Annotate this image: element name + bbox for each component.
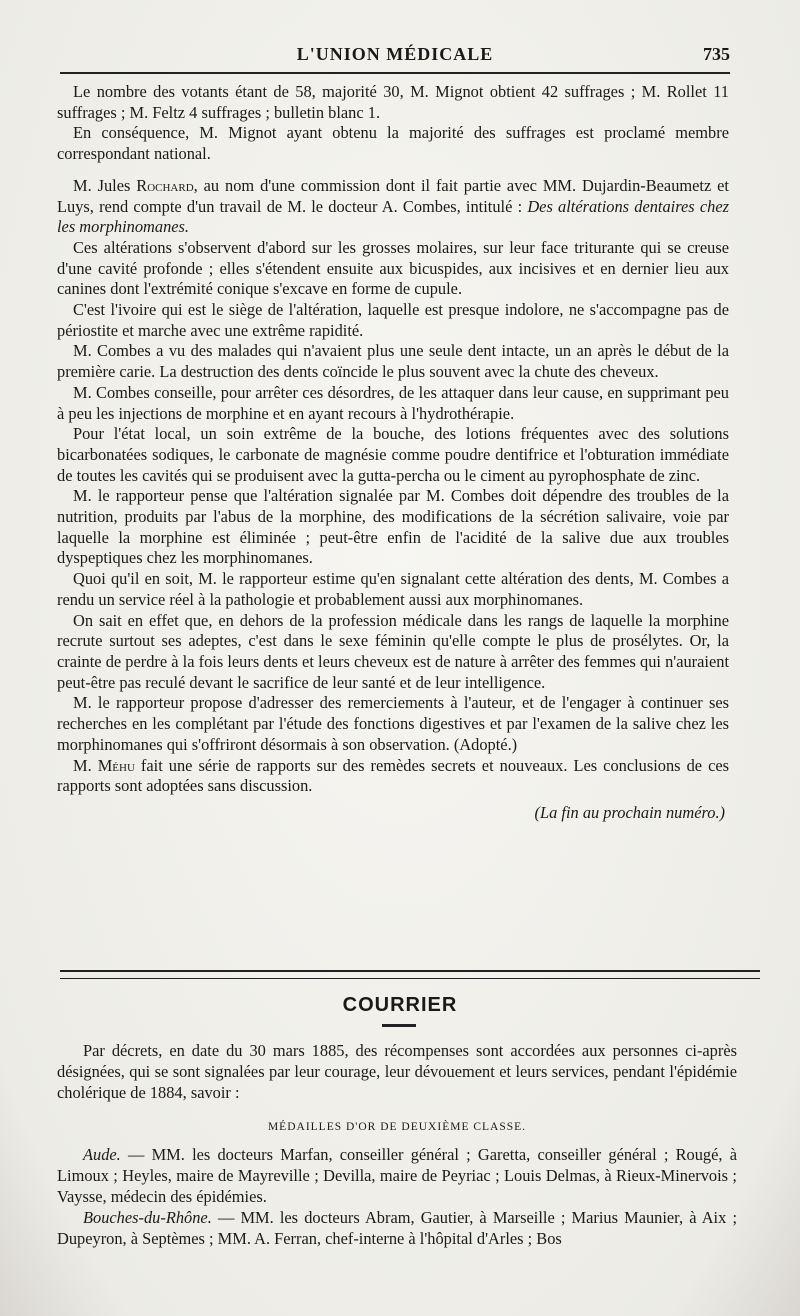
paragraph-rapporteur-estimate: Quoi qu'il en soit, M. le rapporteur estime qu'en signalant cette altération des dents, M. Combes a rendu un service réel à la pathologie et probablement aussi aux morphinomanes. [57, 569, 729, 609]
department-label-aude: Aude. [83, 1145, 121, 1164]
paragraph-combes-advice: M. Combes conseille, pour arrêter ces désordres, de les attaquer dans leur cause, en supprimant peu à peu les injections de morphine et en ayant recours à l'hydrothérapie. [57, 382, 729, 423]
courrier-body [57, 1040, 737, 1249]
text-fragment: — MM. les docteurs Marfan, conseiller général ; Garetta, conseiller général ; Rougé, à Limoux ; Heyles, maire de Mayreville ; Devilla, maire de Peyriac ; Louis Delmas, à Rieux-Minervois ; Vaysse, médecin des épidémies. [57, 1145, 737, 1206]
paragraph-combes-observed: M. Combes a vu des malades qui n'avaient plus une seule dent intacte, un an après le début de la première carie. La destruction des dents coïncide le plus souvent avec la chute des cheveux. [57, 341, 729, 382]
header-rule [60, 72, 730, 74]
work-title: Des altérations dentaires chez les morphinomanes. [57, 196, 729, 237]
paragraph-ivoire: C'est l'ivoire qui est le siège de l'altération, laquelle est presque indolore, ne s'accompagne pas de périostite et marche avec une extrême rapidité. [57, 300, 729, 340]
paragraph-bouches-du-rhone [57, 1207, 737, 1249]
department-label-bouches-du-rhone: Bouches-du-Rhône. [83, 1208, 212, 1227]
running-title: L'UNION MÉDICALE [296, 44, 494, 64]
paragraph-decrets: Par décrets, en date du 30 mars 1885, des récompenses sont accordées aux personnes ci-après désignées, qui se sont signalées par leur courage, leur dévouement et leurs services, pendant l'épidémie cholérique de 1884, savoir : [57, 1041, 737, 1102]
paragraph-mehu [57, 756, 729, 797]
page-number: 735 [703, 44, 730, 64]
text-fragment: — MM. les docteurs Abram, Gautier, à Marseille ; Marius Maunier, à Aix ; Dupeyron, à Septèmes ; MM. A. Ferran, chef-interne à l'hôpital d'Arles ; Bos [57, 1208, 737, 1248]
paragraph-local-care: Pour l'état local, un soin extrême de la bouche, des lotions fréquentes avec des solutions bicarbonatées sodiques, le carbonate de magnésie comme poudre dentifrice et l'obturation immédiate de toutes les cavités qui se produisent avec la gutta-percha ou le ciment au pyrophosphate de zinc. [57, 424, 729, 485]
paragraph-rochard-report [57, 176, 729, 238]
text-fragment: M. Jules [73, 175, 137, 195]
paragraph-rapporteur-proposal: M. le rapporteur propose d'adresser des remerciements à l'auteur, et de l'engager à continuer ses recherches en les complétant par l'étude des fonctions digestives et par l'examen de la salive chez les morphinomanes qui s'offriront désormais à son observation. (Adopté.) [57, 693, 729, 754]
paragraph-on-sait: On sait en effet que, en dehors de la profession médicale dans les rangs de laquelle la morphine recrute surtout ses adeptes, c'est dans le sexe féminin qu'elle compte le plus de prosélytes. Or, la crainte de perdre à la fois leurs dents et leurs cheveux est de nature à arrêter des femmes qui n'auraient peut-être pas reculé devant le sacrifice de leur santé et de leur intelligence. [57, 610, 729, 692]
paragraph-vote-result: Le nombre des votants étant de 58, majorité 30, M. Mignot obtient 42 suffrages ; M. Rollet 11 suffrages ; M. Feltz 4 suffrages ; bulletin blanc 1. [57, 82, 729, 122]
section-title-courrier: COURRIER [342, 994, 458, 1016]
paragraph-alterations: Ces altérations s'observent d'abord sur les grosses molaires, sur leur face triturante qui se creuse d'une cavité profonde ; elles s'étendent ensuite aux bicuspides, aux incisives et en dernier lieu aux canines dont l'extrémité conique s'excave en forme de cupule. [57, 237, 729, 299]
section-divider [60, 970, 760, 979]
paragraph-rapporteur-opinion: M. le rapporteur pense que l'altération signalée par M. Combes doit dépendre des troubles de la nutrition, produits par l'abus de la morphine, des modifications de la sécrétion salivaire, voie par laquelle la morphine est éliminée ; peut-être enfin de l'acidité de la salive due aux troubles dyspeptiques chez les morphinomanes. [57, 486, 729, 568]
page-header [60, 38, 730, 78]
text-fragment: M. [73, 755, 98, 775]
text-fragment: fait une série de rapports sur des remèdes secrets et nouveaux. Les conclusions de ces rapports sont adoptées sans discussion. [57, 755, 729, 796]
subheading-medals: MÉDAILLES D'OR DE DEUXIÈME CLASSE. [267, 1121, 527, 1133]
article-body [57, 82, 729, 824]
speaker-name-mehu: Méhu [97, 755, 135, 775]
speaker-name-rochard: Rochard [136, 175, 194, 195]
paragraph-proclamation: En conséquence, M. Mignot ayant obtenu la majorité des suffrages est proclamé membre correspondant national. [57, 123, 729, 164]
text-fragment: , au nom d'une commission dont il fait partie avec MM. Dujardin-Beaumetz et Luys, rend compte d'un travail de M. le docteur A. Combes, intitulé : [57, 175, 729, 216]
title-underline [382, 1024, 416, 1027]
paragraph-aude [57, 1144, 737, 1207]
continued-note: (La fin au prochain numéro.) [534, 802, 725, 822]
